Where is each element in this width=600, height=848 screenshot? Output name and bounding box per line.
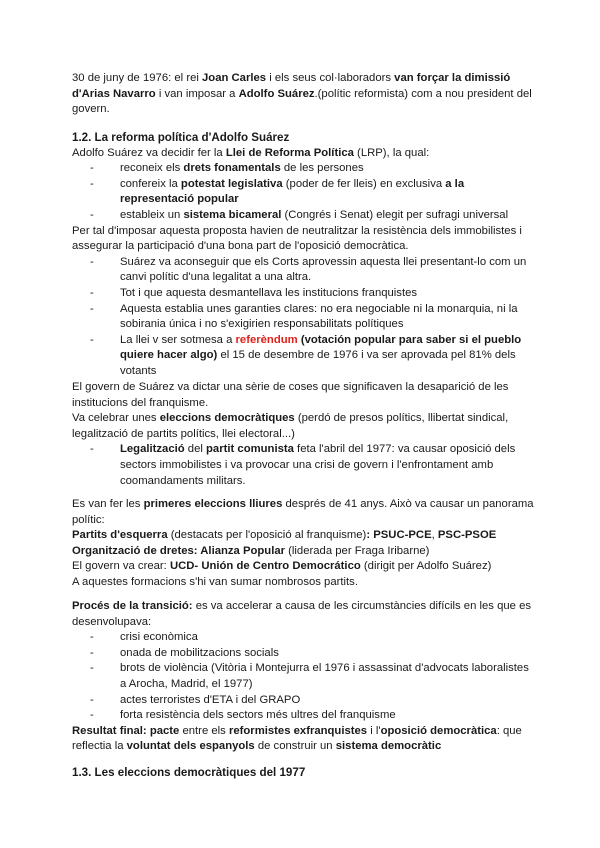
text: (perdó de presos polítics, llibertat sindical, legalització de partits polítics, llei electoral...): [72, 412, 509, 440]
text: entre els: [179, 724, 229, 737]
transition-paragraph: [72, 599, 534, 630]
bold-text: PSC-PSOE: [437, 529, 497, 542]
bold-text: Joan Carles: [202, 72, 267, 84]
lrp-lead: [72, 146, 534, 162]
list-item: - onada de mobilitzacions socials: [72, 646, 534, 662]
bold-text: Organització de dretes: Alianza Popular: [72, 544, 286, 557]
bold-text: Legalització: [120, 443, 185, 456]
list-item: [72, 177, 534, 208]
list-item: - actes terroristes d'ETA i del GRAPO: [72, 693, 534, 709]
list-item: - crisi econòmica: [72, 630, 534, 646]
bold-text: potestat legislativa: [180, 177, 283, 190]
bold-text: oposició democràtica: [380, 724, 497, 737]
text: i els seus col·laboradors: [266, 72, 395, 84]
bold-text: eleccions democràtiques: [159, 412, 295, 425]
bold-text: Procés de la transició:: [72, 600, 193, 612]
bold-text: partit comunista: [206, 443, 294, 456]
text: (poder de fer lleis) en exclusiva: [282, 177, 446, 190]
text: es va accelerar a causa de les circumstàncies difícils en les que es desenvolupava:: [72, 600, 532, 628]
section-heading: 1.2. La reforma política d'Adolfo Suárez: [72, 131, 290, 144]
text: de construir un: [254, 740, 336, 753]
bold-text: primeres eleccions lliures: [143, 498, 283, 510]
left-parties-line: [72, 528, 534, 544]
transition-list: [72, 630, 534, 724]
text: confereix la: [120, 177, 181, 190]
text: (liderada per Fraga Iribarne): [285, 544, 430, 557]
bold-text: Resultat final: pacte: [72, 724, 180, 737]
text: (dirigit per Adolfo Suárez): [360, 560, 492, 573]
ucd-line: [72, 559, 534, 575]
list-item: [72, 161, 534, 177]
right-parties-line: [72, 544, 534, 560]
bold-text: drets fonamentals: [183, 162, 281, 175]
bold-text: van forçar la dimissió d'Arias Navarro: [72, 72, 511, 100]
list-item: [72, 208, 534, 224]
text: feta l'abril del 1977: va causar oposició dels sectors immobilistes i va provocar una crisi de govern i l'enfrontament amb coomandaments militars.: [120, 443, 516, 487]
list-item: - brots de violència (Vitòria i Montejurra el 1976 i assassinat d'advocats laboralistes a Arocha, Madrid, el 1977): [72, 661, 534, 692]
other-parties-line: A aquestes formacions s'hi van sumar nombrosos partits.: [72, 575, 358, 588]
text: Es van fer les: [72, 498, 144, 510]
list-item: [72, 333, 534, 380]
text: del: [184, 443, 207, 456]
text: (destacats per l'oposició al franquisme): [167, 529, 367, 542]
text: 30 de juny de 1976: el rei: [72, 72, 203, 84]
free-elections-paragraph: [72, 497, 534, 528]
neutralize-paragraph: Per tal d'imposar aquesta proposta havien de neutralitzar la resistència dels immobilistes i assegurar la participació d'una bona part de l'oposició democràtica.: [72, 224, 522, 253]
text: de les persones: [280, 162, 364, 175]
text: .(polític reformista) com a nou president del govern.: [72, 87, 532, 116]
text: estableix un: [120, 208, 184, 221]
bold-text: UCD- Unión de Centro Democrático: [169, 560, 361, 573]
text: El govern va crear:: [72, 560, 170, 573]
bold-text: Llei de Reforma Política: [225, 146, 354, 159]
text: el 15 de desembre de 1976 i va ser aprovada pel 81% dels votants: [120, 349, 516, 377]
text: Adolfo Suárez va decidir fer la: [72, 146, 226, 159]
text: La llei v ser sotmesa a: [120, 333, 236, 346]
text: i van imposar a: [155, 87, 239, 100]
list-item: - Aquesta establia unes garanties clares: no era negociable ni la monarquia, ni la sobirania única i no s'exigirien responsabilitats polítiques: [72, 302, 534, 333]
suarez-list: [72, 255, 534, 380]
text: després de 41 anys. Això va causar un panorama polític:: [72, 498, 534, 526]
text: (LRP), la qual:: [353, 146, 430, 159]
intro-paragraph: [72, 71, 534, 118]
bold-text: : PSUC-PCE: [366, 529, 432, 542]
bold-text: sistema bicameral: [183, 208, 282, 221]
list-item: - Suárez va aconseguir que els Corts aprovessin aquesta llei presentant-lo com un canvi polític d'una legalitat a una altra.: [72, 255, 534, 286]
text: (Congrés i Senat) elegit per sufragi universal: [281, 208, 509, 221]
bold-text: Adolfo Suárez: [238, 87, 315, 100]
bold-text: reformistes exfranquistes: [228, 724, 368, 737]
transition-section: [72, 599, 534, 755]
free-elections-section: [72, 497, 534, 591]
govern-list: [72, 442, 534, 489]
bold-text: voluntat dels espanyols: [126, 740, 255, 753]
list-item: - Tot i que aquesta desmantellava les institucions franquistes: [72, 286, 534, 302]
list-item: [72, 442, 534, 489]
text: : que reflectia la: [72, 724, 522, 753]
text: Va celebrar unes: [72, 412, 160, 425]
govern-paragraph: El govern de Suárez va dictar una sèrie de coses que significaven la desaparició de les institucions del franquisme.: [72, 381, 509, 409]
text: ,: [431, 529, 438, 542]
final-result-paragraph: [72, 724, 534, 755]
bold-text: Partits d'esquerra: [72, 529, 168, 542]
bold-text: (votación popular para saber si el pueblo quiere hacer algo): [120, 333, 522, 362]
section-1-2: [72, 130, 534, 380]
lrp-list: [72, 161, 534, 223]
list-item: - forta resistència dels sectors més ultres del franquisme: [72, 708, 534, 724]
bold-text: a la representació popular: [120, 177, 465, 206]
text: reconeix els: [120, 162, 184, 175]
highlighted-term: referèndum: [235, 333, 298, 346]
elections-paragraph: [72, 411, 534, 442]
section-heading-1-3: 1.3. Les eleccions democràtiques del 1977: [72, 766, 306, 779]
govern-section: [72, 380, 534, 489]
text: i l': [367, 724, 381, 737]
bold-text: sistema democràtic: [335, 740, 442, 753]
